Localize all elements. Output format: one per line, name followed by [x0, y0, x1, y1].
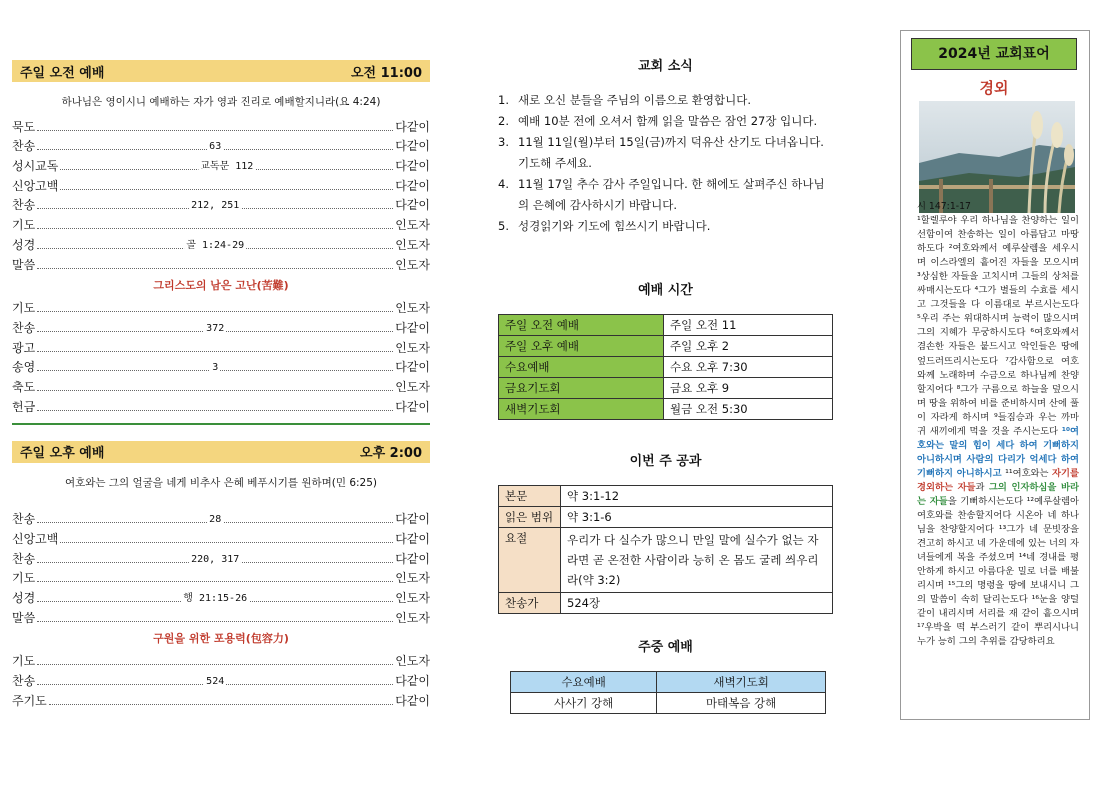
table-row [499, 528, 833, 593]
section-divider [12, 423, 430, 425]
service-item-label: 찬송 [12, 674, 36, 689]
service-row [12, 669, 430, 689]
news-text: 새로 오신 분들을 주님의 이름으로 환영합니다. [518, 93, 752, 107]
news-item [498, 216, 833, 237]
psalm-part: 과 [975, 481, 989, 493]
service-item-label: 찬송 [12, 198, 36, 213]
morning-header [12, 60, 430, 82]
service-row [12, 567, 430, 587]
afternoon-time: 오후 2:00 [360, 446, 422, 462]
service-row [12, 135, 430, 155]
service-item-detail: 372 [206, 322, 225, 334]
service-item-label: 찬송 [12, 139, 36, 154]
lesson-value: 약 3:1-12 [561, 486, 833, 507]
pampas-grass-image [919, 101, 1075, 213]
lesson-key: 찬송가 [499, 593, 561, 614]
service-item-leader: 인도자 [395, 218, 430, 233]
schedule-key: 주일 오후 예배 [499, 336, 664, 357]
psalm-part: ¹할렐루야 우리 하나님을 찬양하는 일이 선함이여 찬송하는 일이 아름답고 마땅하도다 ²여호와께서 예루살렘을 세우시며 이스라엘의 흩어진 자들을 모으시며 ³상심한 자들을 고치시며 그들의 상처를 싸매시는도다 ⁴그가 별들의 수효를 세시고 그것들을 다 이름대로 부르시는도다 ⁵우리 주는 위대하시며 능력이 많으시며 그의 지혜가 무궁하시도다 ⁶여호와께서 겸손한 자들은 붙드시고 악인들은 땅에 엎드러뜨리시는도다 ⁷감사함으로 여호와께 노래하며 수금으로 하나님께 찬양할지어다 ⁸그가 구름으로 하늘을 덮으시며 땅을 위하여 비를 준비하시며 산에 풀이 자라게 하시며 ⁹들짐승과 우는 까마귀 새끼에게 먹을 것을 주시는도다 [917, 215, 1079, 437]
afternoon-header [12, 441, 430, 463]
service-row [12, 606, 430, 626]
midweek-cell: 사사기 강해 [511, 693, 657, 714]
service-item-leader: 인도자 [395, 340, 430, 355]
landscape-photo [919, 101, 1075, 213]
schedule-value: 월금 오전 5:30 [664, 399, 833, 420]
service-item-label: 찬송 [12, 320, 36, 335]
dotted-leader [37, 390, 393, 391]
schedule-value: 수요 오후 7:30 [664, 357, 833, 378]
service-row [12, 395, 430, 415]
psalm-highlight-blue: ¹⁰여호와는 말의 힘이 세다 하여 기뻐하지 아니하시며 사람의 다리가 억세다 하여 기뻐하지 아니하시고 [917, 425, 1079, 479]
service-item-label: 기도 [12, 301, 36, 316]
service-item-label: 기도 [12, 654, 36, 669]
service-row [12, 650, 430, 670]
dotted-leader [37, 676, 393, 688]
news-number: 2. [498, 114, 509, 128]
service-item-detail: 3 [212, 362, 219, 374]
motto-word: 경외 [979, 79, 1009, 97]
psalm-reference: 시 147:1-17 [917, 201, 971, 212]
service-item-leader: 다같이 [395, 693, 430, 708]
schedule-title: 예배 시간 [638, 283, 693, 298]
psalm-part: 을 기뻐하시는도다 ¹²예루살렘아 여호와를 찬송할지어다 시온아 네 하나님을 찬양할지어다 ¹³그가 네 문빗장을 견고히 하시고 네 가운데에 있는 너의 자녀들에게 복을 주셨으며 ¹⁴네 경내를 평안하게 하시고 아름다운 밀로 너를 배불리시며 ¹⁵그의 명령을 땅에 보내시니 그의 말씀이 속히 달리는도다 ¹⁶눈을 양털 같이 내리시며 서리를 재 같이 흩으시며 ¹⁷우박을 떡 부스러기 같이 뿌리시나니 누가 능히 그의 추위를 감당하리요 [917, 495, 1079, 648]
dotted-leader [37, 228, 393, 229]
dotted-leader [37, 268, 393, 269]
midweek-head: 새벽기도회 [657, 672, 826, 693]
lesson-key: 요절 [499, 528, 561, 593]
schedule-key: 수요예배 [499, 357, 664, 378]
news-text: 11월 11일(월)부터 15일(금)까지 덕유산 산기도 다녀옵니다. 기도해 주세요. [518, 135, 824, 170]
service-row [12, 375, 430, 395]
dotted-leader [37, 581, 393, 582]
lesson-value: 약 3:1-6 [561, 507, 833, 528]
service-row [12, 297, 430, 317]
service-row [12, 154, 430, 174]
service-item-leader: 인도자 [395, 654, 430, 669]
dotted-leader [60, 542, 393, 543]
service-item-label: 기도 [12, 218, 36, 233]
schedule-value: 주일 오후 2 [664, 336, 833, 357]
morning-order-2 [12, 297, 430, 415]
service-row [12, 213, 430, 233]
schedule-value: 주일 오전 11 [664, 315, 833, 336]
psalm-text [917, 200, 1079, 650]
service-item-label: 성경 [12, 591, 36, 606]
news-item [498, 90, 833, 111]
dotted-leader [37, 141, 393, 153]
lesson-value: 524장 [561, 593, 833, 614]
service-item-label: 신앙고백 [12, 178, 59, 193]
dotted-leader [37, 311, 393, 312]
service-item-leader: 다같이 [395, 532, 430, 546]
service-row [12, 174, 430, 194]
morning-verse: 하나님은 영이시니 예배하는 자가 영과 진리로 예배할지니라(요 4:24) [61, 96, 381, 108]
dotted-leader [37, 200, 393, 212]
service-item-label: 축도 [12, 379, 36, 394]
dotted-leader [37, 514, 393, 526]
schedule-key: 금요기도회 [499, 378, 664, 399]
table-row [499, 486, 833, 507]
dotted-leader [37, 239, 393, 251]
service-item-label: 말씀 [12, 610, 36, 625]
schedule-value: 금요 오후 9 [664, 378, 833, 399]
table-row [499, 378, 833, 399]
news-number: 3. [498, 135, 509, 149]
service-row [12, 547, 430, 567]
psalm-highlight-red: 자기를 경외하는 자들 [917, 467, 1079, 493]
service-item-leader: 다같이 [395, 399, 430, 414]
psalm-highlight-green: 그의 인자하심을 바라는 자들 [917, 481, 1079, 507]
schedule-table [498, 314, 833, 420]
lesson-key: 읽은 범위 [499, 507, 561, 528]
service-row [12, 586, 430, 606]
dotted-leader [37, 410, 393, 411]
news-list [498, 90, 833, 237]
service-item-detail: 28 [209, 514, 222, 526]
news-number: 5. [498, 219, 509, 233]
psalm-part: ¹¹여호와는 [1001, 467, 1053, 479]
dotted-leader [37, 553, 393, 565]
service-item-leader: 다같이 [395, 512, 430, 527]
service-item-label: 찬송 [12, 512, 36, 527]
table-row [499, 357, 833, 378]
midweek-cell: 마태복음 강해 [657, 693, 826, 714]
service-item-label: 묵도 [12, 119, 36, 134]
table-row [499, 315, 833, 336]
morning-title: 주일 오전 예배 [20, 65, 105, 81]
worship-order-column [12, 60, 430, 709]
dotted-leader [60, 189, 393, 190]
service-item-detail: 212, 251 [191, 200, 240, 212]
service-item-leader: 인도자 [395, 610, 430, 625]
news-number: 4. [498, 177, 509, 191]
service-item-label: 주기도 [12, 693, 47, 708]
afternoon-verse: 여호와는 그의 얼굴을 네게 비추사 은혜 베푸시기를 원하며(민 6:25) [64, 476, 378, 489]
service-row [12, 527, 430, 547]
dotted-leader [60, 161, 393, 173]
service-row [12, 115, 430, 135]
news-item [498, 174, 833, 216]
dotted-leader [37, 322, 393, 334]
lesson-value: 우리가 다 실수가 많으니 만일 말에 실수가 없는 자라면 곧 온전한 사람이라 능히 온 몸도 굴레 씌우리라(약 3:2) [561, 528, 833, 593]
afternoon-order-2 [12, 650, 430, 709]
service-item-leader: 다같이 [395, 159, 430, 174]
service-item-leader: 인도자 [395, 257, 430, 272]
table-row [499, 507, 833, 528]
service-item-label: 말씀 [12, 257, 36, 272]
service-item-label: 기도 [12, 571, 36, 586]
news-text: 11월 17일 추수 감사 주일입니다. 한 해에도 살펴주신 하나님의 은혜에 감사하시기 바랍니다. [518, 177, 825, 212]
afternoon-order-1 [12, 508, 430, 626]
service-item-leader: 다같이 [395, 178, 430, 193]
service-row [12, 689, 430, 709]
morning-sermon-title: 그리스도의 남은 고난(苦難) [153, 278, 289, 292]
table-row [499, 593, 833, 614]
service-row [12, 253, 430, 273]
lesson-key: 본문 [499, 486, 561, 507]
service-item-leader: 다같이 [395, 139, 430, 154]
news-item [498, 132, 833, 174]
service-item-detail: 220, 317 [191, 553, 240, 565]
dotted-leader [37, 351, 393, 352]
dotted-leader [37, 130, 393, 131]
service-item-leader: 다같이 [395, 320, 430, 335]
service-item-leader: 다같이 [395, 360, 430, 375]
midweek-title: 주중 예배 [638, 640, 693, 655]
lesson-table [498, 485, 833, 614]
service-item-detail: 골 1:24-29 [184, 236, 246, 251]
service-item-detail: 교독문 112 [198, 157, 255, 172]
news-text: 예배 10분 전에 오셔서 함께 읽을 말씀은 잠언 27장 입니다. [518, 114, 818, 128]
schedule-key: 주일 오전 예배 [499, 315, 664, 336]
service-item-leader: 다같이 [395, 119, 430, 134]
midweek-head: 수요예배 [511, 672, 657, 693]
service-item-leader: 다같이 [395, 198, 430, 213]
dotted-leader [49, 704, 393, 705]
dotted-leader [37, 362, 393, 374]
dotted-leader [37, 664, 393, 665]
service-item-detail: 행 21:15-26 [181, 589, 249, 604]
service-item-leader: 인도자 [395, 301, 430, 316]
service-row [12, 356, 430, 376]
afternoon-sermon-title: 구원을 위한 포용력(包容力) [153, 631, 289, 645]
news-number: 1. [498, 93, 509, 107]
news-title: 교회 소식 [638, 59, 693, 74]
service-item-leader: 다같이 [395, 551, 430, 566]
news-text: 성경읽기와 기도에 힘쓰시기 바랍니다. [518, 219, 711, 233]
service-item-detail: 524 [206, 676, 225, 688]
table-row [499, 399, 833, 420]
motto-panel [900, 30, 1090, 720]
dotted-leader [37, 593, 393, 605]
news-item [498, 111, 833, 132]
service-row [12, 233, 430, 253]
service-row [12, 316, 430, 336]
service-item-leader: 인도자 [395, 571, 430, 586]
service-row [12, 508, 430, 528]
service-item-label: 송영 [12, 360, 36, 375]
table-row [511, 693, 826, 714]
service-item-leader: 인도자 [395, 591, 430, 606]
morning-time: 오전 11:00 [350, 65, 422, 81]
lesson-title: 이번 주 공과 [629, 454, 702, 469]
service-item-label: 성시교독 [12, 159, 59, 174]
service-row [12, 336, 430, 356]
midweek-table [510, 671, 826, 714]
morning-order-1 [12, 115, 430, 273]
service-item-label: 헌금 [12, 399, 36, 414]
service-item-leader: 인도자 [395, 379, 430, 394]
table-row [499, 336, 833, 357]
service-item-label: 신앙고백 [12, 532, 59, 546]
service-item-label: 광고 [12, 340, 36, 355]
table-row [511, 672, 826, 693]
service-item-leader: 다같이 [395, 674, 430, 689]
afternoon-title: 주일 오후 예배 [20, 446, 105, 462]
service-item-label: 찬송 [12, 551, 36, 566]
service-item-leader: 인도자 [395, 237, 430, 252]
service-item-label: 성경 [12, 237, 36, 252]
schedule-key: 새벽기도회 [499, 399, 664, 420]
motto-title: 2024년 교회표어 [911, 38, 1077, 70]
dotted-leader [37, 621, 393, 622]
service-item-detail: 63 [209, 141, 222, 153]
info-column [498, 55, 833, 714]
service-row [12, 194, 430, 214]
